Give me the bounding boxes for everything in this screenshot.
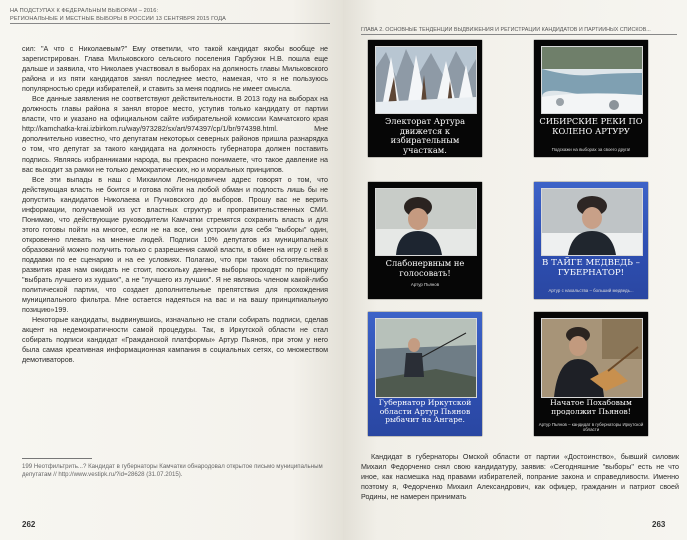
demotivator-poster (368, 182, 482, 299)
poster-photo-man-with-balalaika (541, 318, 643, 398)
demotivator-grid (368, 40, 678, 440)
right-page (343, 0, 687, 540)
poster-caption: Слабонервным не голосовать! (385, 258, 465, 278)
page-number-right: 263 (652, 520, 666, 529)
paragraph: сил: "А что с Николаевым?" Ему ответили, что такой кандидат якобы вообще не зарегистрирован. Глава Мильковского сельского поселения Гарбузюк Н.В. пошла еще дальше и заявила, что Николаев участвовал в выборах на должность главы Мильковского района и из пяти кандидатов занял последнее место, намекая, что я не пользуюсь популярностью среди избирателей, и ставить за меня подпись не имеет смысла. (22, 45, 328, 94)
right-running-header: ГЛАВА 2. ОСНОВНЫЕ ТЕНДЕНЦИИ ВЫДВИЖЕНИЯ И РЕГИСТРАЦИИ КАНДИДАТОВ И ПАРТИЙНЫХ СПИСКОВ... (361, 27, 677, 35)
demotivator-poster (534, 312, 648, 436)
poster-photo-man-fur-hat-snow (541, 188, 643, 256)
poster-photo-snowy-forest (375, 46, 477, 114)
page-number-left: 262 (22, 520, 36, 529)
footnote-rule (22, 458, 92, 459)
poster-subcaption: Артур с нахальства – больший медведь... (548, 288, 634, 293)
footnote: 199 Неотфильтрить...? Кандидат в губернаторы Камчатки обнародовал открытое письмо муниципальным депутатам // http://www.vestipk.ru/?id=28628 (31.07.2015). (22, 463, 323, 479)
right-body-text (361, 452, 679, 502)
paragraph: Некоторые кандидаты, выдвинувшись, изначально не стали собирать подписи, сделав акцент на недемократичности самой процедуры. Так, в Иркутской области не стал собирать подписи кандидат «Гражданской платформы» Артур Пьянов, при этом у него была самая креативная информационная кампания в социальных сетях, со множеством демотиваторов. (22, 316, 328, 365)
poster-subcaption: Артур Пьянов (410, 282, 440, 287)
left-page (0, 0, 343, 540)
demotivator-poster (368, 40, 482, 157)
poster-caption: В ТАЙГЕ МЕДВЕДЬ – ГУБЕРНАТОР! (542, 258, 640, 278)
poster-photo-man-fur-hat (375, 188, 477, 256)
poster-caption: Губернатор Иркутской области Артур Пьянов рыбачит на Ангаре. (378, 398, 472, 425)
poster-photo-river (541, 46, 643, 114)
paragraph: Все эти выпады в наш с Михаилом Леонидовичем адрес говорят о том, что действующая власть не боится и готова пойти на любой обман и подлость лишь бы не допустить кандидатов Николаева и Пучковского до выборов. Прошу вас не верить информации, получаемой из уст властных структур и проправительственных СМИ. Понимаю, что действующие руководители Камчатки стремятся сохранить власть и для этого готовы пойти на многое, если не на все, они устроили для себя "выборы" один, откровенно плевать на мнение людей. Подписи 10% депутатов из муниципальных образований можно получить только с разрешения самой власти, в обмен на игру с ней в поддавки по ее сценарию и на ее условиях. Полагаю, что при таких обстоятельствах развития края нам ожидать не стоит, поскольку данные выборы проходят по принципу "выбрать лучшего из худших", а не "лучшего из лучших". Я не являюсь членом какой-либо политической партии, что создает дополнительные препятствия для прохождения муниципального фильтра. Мне остается надеяться на вас и на вашу принципиальную позицию»199. (22, 175, 328, 315)
poster-subcaption: Артур Пьянов – кандидат в губернаторы Иркутской области (538, 422, 644, 432)
left-running-header (10, 8, 330, 24)
demotivator-poster (368, 312, 482, 436)
poster-caption: Начатое Похабовым продолжит Пьянов! (550, 398, 632, 416)
demotivator-poster (534, 182, 648, 299)
poster-caption: СИБИРСКИЕ РЕКИ ПО КОЛЕНО АРТУРУ (539, 116, 643, 136)
poster-caption: Электорат Артура движется к избирательным участкам. (384, 116, 466, 155)
left-body-text (22, 44, 328, 366)
paragraph: Кандидат в губернаторы Омской области от партии «Достоинство», бывший силовик Михаил Федорченко снял свою кандидатуру, заявив: «Сегодняшние "выборы" есть не что иное, как насмешка над правами избирателей, попрание закона и справедливости. Именно поэтому я, Федорченко Михаил Александрович, как офицер, гражданин и патриот своей Родины, не намерен принимать (361, 453, 679, 502)
demotivator-poster (534, 40, 648, 157)
left-header-line2: РЕГИОНАЛЬНЫЕ И МЕСТНЫЕ ВЫБОРЫ В РОССИИ 13 СЕНТЯБРЯ 2015 ГОДА (10, 16, 330, 24)
poster-photo-fishing (375, 318, 477, 398)
paragraph: Все данные заявления не соответствуют действительности. В 2013 году на выборах на должность главы района я занял второе место, уступив только кандидату от партии власти, что и указано на официальном сайте избирательной комиссии Камчатского края http://kamchatka-krai.izbirkom.ru/way/973282/sx/art/974397/cp/1/br/974398.html. Мне дополнительно известно, что депутатам некоторых северных районов пришла разнарядка о том, что депутат за такого кандидата на должность губернатора должен поставить подпись. Являясь избранниками народа, вы прекрасно понимаете, что такое давление на вас выходит за рамки не только демократических, но и моральных принципов. (22, 95, 328, 174)
poster-subcaption: Подскажи на выборах за своего друга! (551, 147, 631, 152)
left-header-line1: НА ПОДСТУПАХ К ФЕДЕРАЛЬНЫМ ВЫБОРАМ – 2016: (10, 8, 159, 14)
